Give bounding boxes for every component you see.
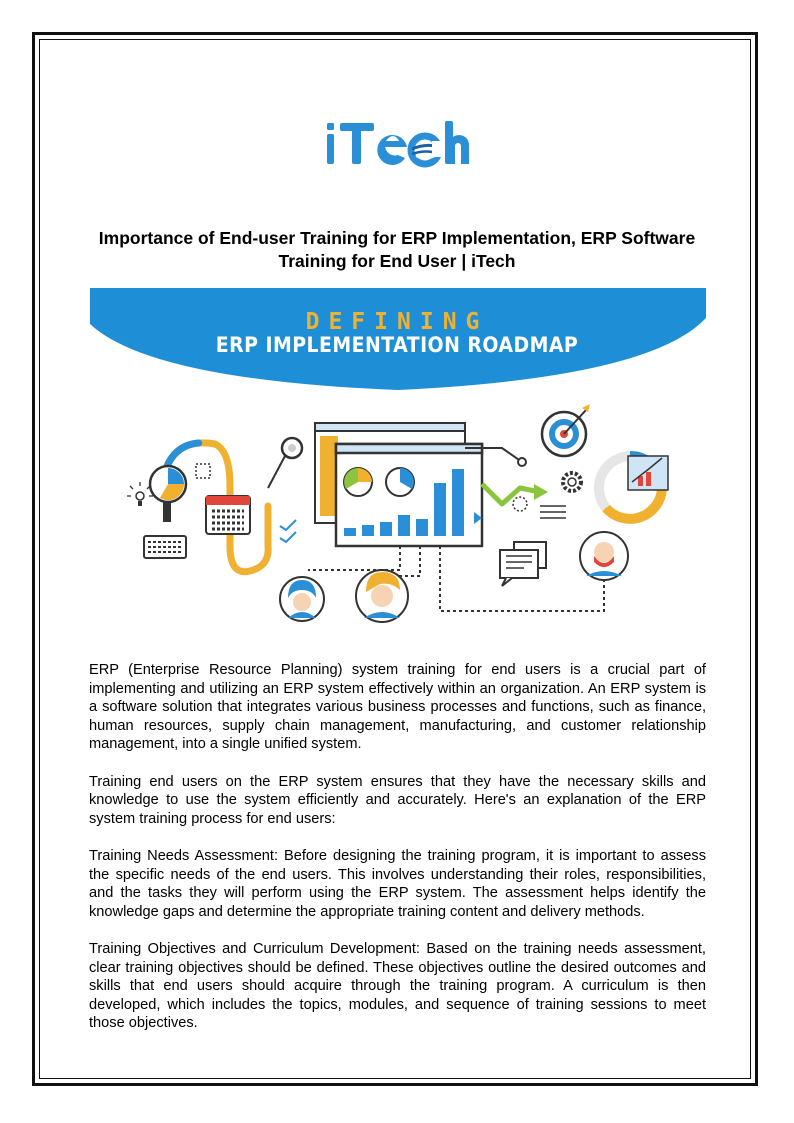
article-body <box>89 661 706 1051</box>
page-title: Importance of End-user Training for ERP Implementation, ERP Software Training for End User | iTech <box>98 228 696 271</box>
gear-icon <box>563 473 581 491</box>
chat-bubble-icon <box>500 542 546 586</box>
paragraph-erp-intro: ERP (Enterprise Resource Planning) system training for end users is a crucial part of implementing and utilizing an ERP system effectively within an organization. An ERP system is a software solution that integrates various business processes and functions, such as finance, human resources, supply chain management, manufacturing, and customer relationship management, into a single unified system. <box>89 662 706 753</box>
paragraph-objectives-curriculum: Training Objectives and Curriculum Development: Based on the training needs assessment, clear training objectives should be defined. These objectives outline the desired outcomes and skills that end users should acquire through the training program. A curriculum is then developed, which includes the topics, modules, and sequence of training sessions to meet those objectives. <box>89 940 706 1032</box>
banner-heading-defining: DEFINING <box>305 309 489 335</box>
bearded-man-avatar-icon <box>580 532 628 580</box>
erp-roadmap-illustration <box>120 396 680 628</box>
itech-logo <box>320 113 480 173</box>
donut-chart-icon <box>598 456 668 520</box>
logo-text: iTech <box>320 113 323 114</box>
magnifier-icon <box>150 466 186 522</box>
keyboard-icon <box>144 536 186 558</box>
paragraph-needs-assessment: Training Needs Assessment: Before designing the training program, it is important to assess the specific needs of the end users. This involves understanding their roles, responsibilities, and the tasks they will perform using the ERP system. The assessment helps identify the knowledge gaps and determine the appropriate training content and delivery methods. <box>89 847 706 920</box>
woman-avatar-icon <box>280 577 324 621</box>
calendar-icon <box>206 496 250 534</box>
banner-heading-roadmap: ERP IMPLEMENTATION ROADMAP <box>215 333 579 357</box>
paragraph-training-purpose: Training end users on the ERP system ensures that they have the necessary skills and knowledge to use the system efficiently and accurately. Here's an explanation of the ERP system training process for end users: <box>89 773 706 827</box>
man-avatar-icon <box>356 570 408 622</box>
target-icon <box>465 404 590 466</box>
dashboard-window-icon <box>315 423 482 546</box>
